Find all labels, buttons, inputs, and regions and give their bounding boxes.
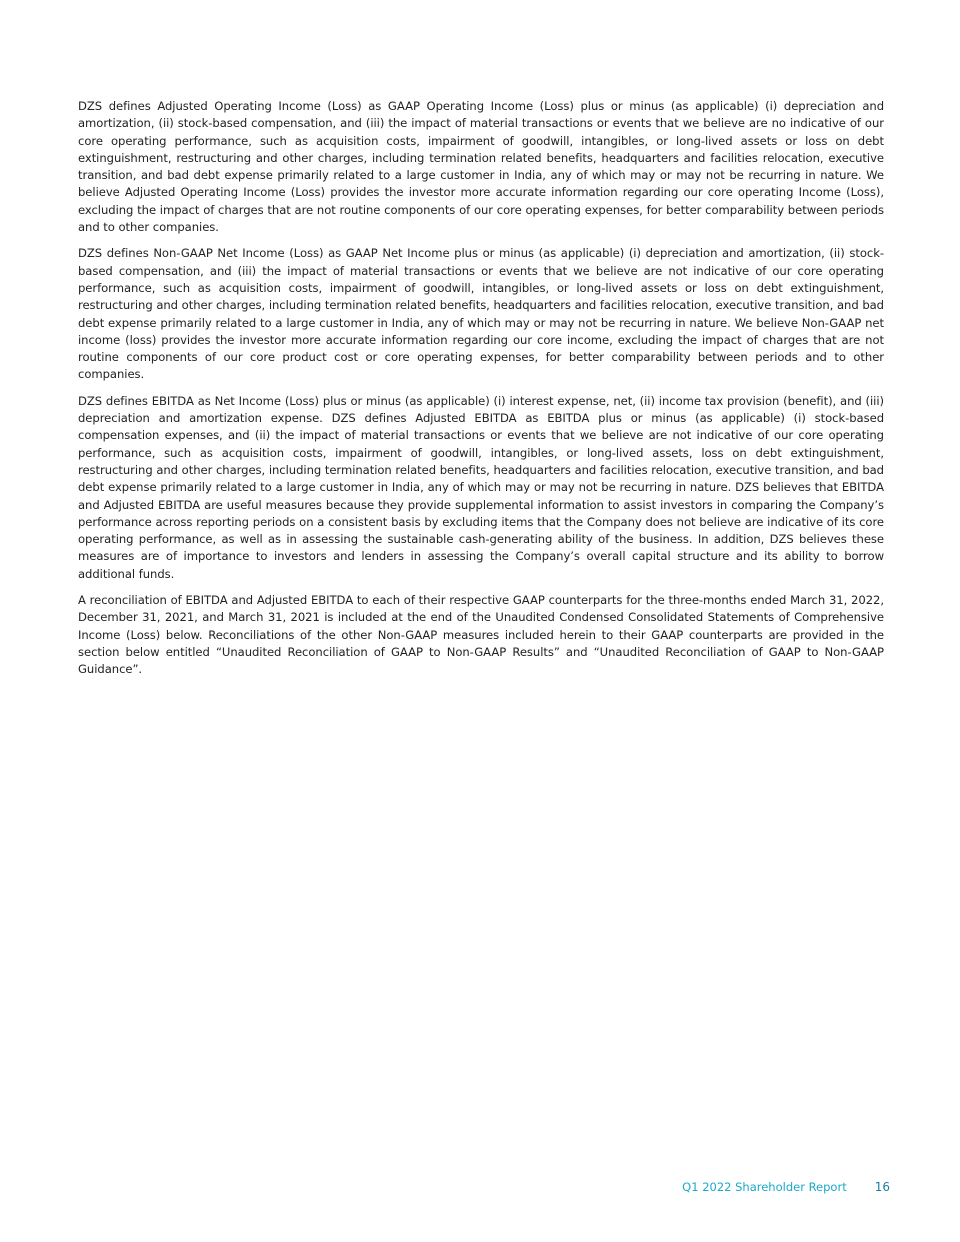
paragraph-ebitda-definition: DZS defines EBITDA as Net Income (Loss) plus or minus (as applicable) (i) interest expense, net, (ii) income tax provision (benefit), and (iii) depreciation and amortization expense. DZS defines Adjusted EBITDA as EBITDA plus or minus (as applicable) (i) stock-based compensation expenses, and (ii) the impact of material transactions or events that we believe are not indicative of our core operating performance, such as acquisition costs, impairment of goodwill, intangibles, or long-lived assets, loss on debt extinguishment, restructuring and other charges, including termination related benefits, headquarters and facilities relocation, executive transition, and bad debt expense primarily related to a large customer in India, any of which may or may not be recurring in nature. DZS believes that EBITDA and Adjusted EBITDA are useful measures because they provide supplemental information to assist investors in comparing the Company’s performance across reporting periods on a consistent basis by excluding items that the Company does not believe are indicative of its core operating performance, as well as in assessing the sustainable cash-generating ability of the business. In addition, DZS believes these measures are of importance to investors and lenders in assessing the Company’s overall capital structure and its ability to borrow additional funds. bbox=[78, 393, 884, 581]
paragraph-non-gaap-net-income: DZS defines Non-GAAP Net Income (Loss) as GAAP Net Income plus or minus (as applicable) (i) depreciation and amortization, (ii) stock-based compensation, and (iii) the impact of material transactions or events that we believe are not indicative of our core operating performance, such as acquisition costs, impairment of goodwill, intangibles, or long-lived assets or loss on debt extinguishment, restructuring and other charges, including termination related benefits, headquarters and facilities relocation, executive transition, and bad debt expense primarily related to a large customer in India, any of which may or may not be recurring in nature. We believe Non-GAAP net income (loss) provides the investor more accurate information regarding our core income, excluding the impact of charges that are not routine components of our core product cost or core operating expenses, for better comparability between periods and to other companies. bbox=[78, 246, 884, 382]
document-body bbox=[78, 98, 884, 688]
page-footer bbox=[682, 1180, 890, 1194]
paragraph-reconciliation-note: A reconciliation of EBITDA and Adjusted EBITDA to each of their respective GAAP counterparts for the three-months ended March 31, 2022, December 31, 2021, and March 31, 2021 is included at the end of the Unaudited Condensed Consolidated Statements of Comprehensive Income (Loss) below. Reconciliations of the other Non-GAAP measures included herein to their GAAP counterparts are provided in the section below entitled “Unaudited Reconciliation of GAAP to Non-GAAP Results” and “Unaudited Reconciliation of GAAP to Non-GAAP Guidance”. bbox=[78, 593, 884, 677]
paragraph-adjusted-operating-income: DZS defines Adjusted Operating Income (Loss) as GAAP Operating Income (Loss) plus or minus (as applicable) (i) depreciation and amortization, (ii) stock-based compensation, and (iii) the impact of material transactions or events that we believe are no indicative of our core operating performance, such as acquisition costs, impairment of goodwill, intangibles, or long-lived assets or loss on debt extinguishment, restructuring and other charges, including termination related benefits, headquarters and facilities relocation, executive transition, and bad debt expense primarily related to a large customer in India, any of which may or may not be recurring in nature. We believe Adjusted Operating Income (Loss) provides the investor more accurate information regarding our core operating Income (Loss), excluding the impact of charges that are not routine components of our core operating expenses, for better comparability between periods and to other companies. bbox=[78, 99, 884, 235]
footer-report-title: Q1 2022 Shareholder Report bbox=[682, 1180, 847, 1194]
page-number: 16 bbox=[874, 1180, 890, 1194]
